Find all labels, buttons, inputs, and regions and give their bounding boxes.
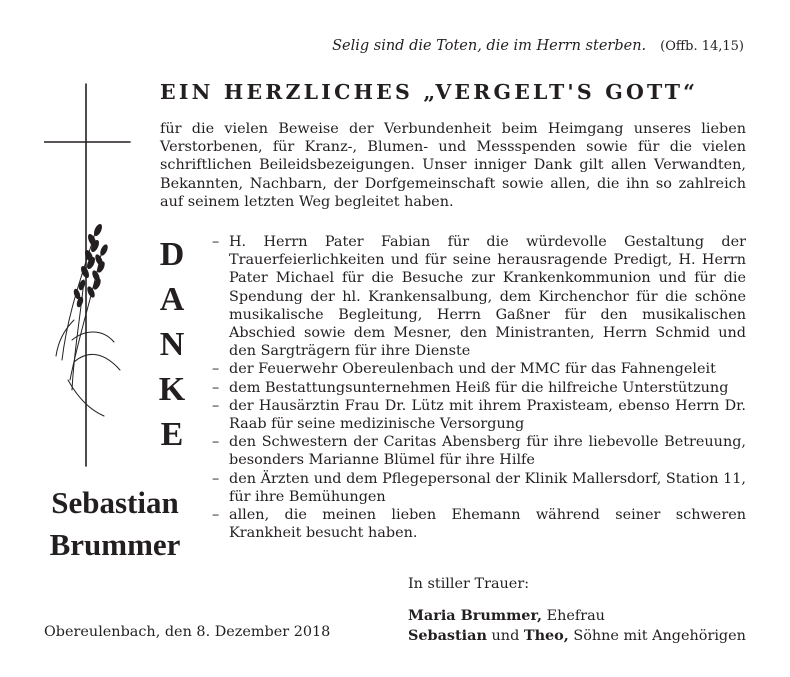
thanks-item: – der Feuerwehr Obereulenbach und der MMC für das Fahnengeleit bbox=[212, 360, 746, 378]
signer-name: Maria Brummer, bbox=[408, 607, 542, 624]
thanks-item: – H. Herrn Pater Fabian für die würdevolle Gestaltung der Trauerfeierlichkeiten und für seine herausragende Predigt, H. Herrn Pater Michael für die Besuche zur Krankenkommunion und für die Spendung der hl. Krankensalbung, dem Kirchenchor für die schöne musikalische Begleitung, Herrn Gaßner für den musikalischen Abschied sowie dem Mesner, den Ministranten, Herrn Schmid und den Sargträgern für ihre Dienste bbox=[212, 233, 746, 360]
signer-name: Sebastian bbox=[408, 627, 487, 644]
signer-name: Theo, bbox=[523, 627, 569, 644]
thanks-item: – allen, die meinen lieben Ehemann während seiner schweren Krankheit besucht haben. bbox=[212, 506, 746, 542]
bible-quote-text: Selig sind die Toten, die im Herrn sterben. bbox=[332, 38, 647, 54]
danke-letter: D bbox=[159, 236, 185, 273]
bible-quote-reference: (Offb. 14,15) bbox=[660, 39, 744, 54]
headline: EIN HERZLICHES „VERGELT'S GOTT“ bbox=[160, 80, 699, 104]
thanks-item: – den Ärzten und dem Pflegepersonal der Klinik Mallersdorf, Station 11, für ihre Bemühungen bbox=[212, 470, 746, 506]
intro-paragraph: für die vielen Beweise der Verbundenheit beim Heimgang unseres lieben Verstorbenen, für Kranz-, Blumen- und Messspenden sowie für die vielen schriftlichen Beileidsbezeigungen. Unser inniger Dank gilt allen Verwandten, Bekannten, Nachbarn, der Dorfgemeinschaft sowie allen, die ihn so zahlreich auf seinem letzten Weg begleitet haben. bbox=[160, 121, 746, 210]
signer-role: Söhne mit Angehörigen bbox=[568, 628, 746, 644]
place-date: Obereulenbach, den 8. Dezember 2018 bbox=[44, 624, 331, 640]
deceased-name bbox=[40, 482, 190, 566]
signer-conjunction: und bbox=[486, 628, 524, 644]
thanks-item: – den Schwestern der Caritas Abensberg für ihre liebevolle Betreuung, besonders Marianne Blümel für ihre Hilfe bbox=[212, 433, 746, 469]
danke-letter: K bbox=[158, 371, 186, 408]
signer-role: Ehefrau bbox=[542, 608, 605, 624]
danke-vertical bbox=[152, 232, 192, 457]
signer-line-wife bbox=[408, 606, 746, 626]
signers bbox=[408, 606, 746, 646]
signer-line-sons bbox=[408, 626, 746, 646]
deceased-first-name: Sebastian bbox=[51, 485, 179, 520]
danke-letter: E bbox=[160, 416, 184, 453]
thanks-item: – der Hausärztin Frau Dr. Lütz mit ihrem Praxisteam, ebenso Herrn Dr. Raab für seine medizinische Versorgung bbox=[212, 397, 746, 433]
thanks-item: – dem Bestattungsunternehmen Heiß für die hilfreiche Unterstützung bbox=[212, 379, 746, 397]
bible-quote bbox=[332, 38, 744, 54]
danke-letter: A bbox=[159, 281, 185, 318]
danke-letter: N bbox=[159, 326, 185, 363]
mourning-label: In stiller Trauer: bbox=[408, 576, 530, 592]
deceased-last-name: Brummer bbox=[49, 527, 181, 562]
thanks-list bbox=[212, 233, 746, 542]
intro-text bbox=[160, 120, 746, 211]
